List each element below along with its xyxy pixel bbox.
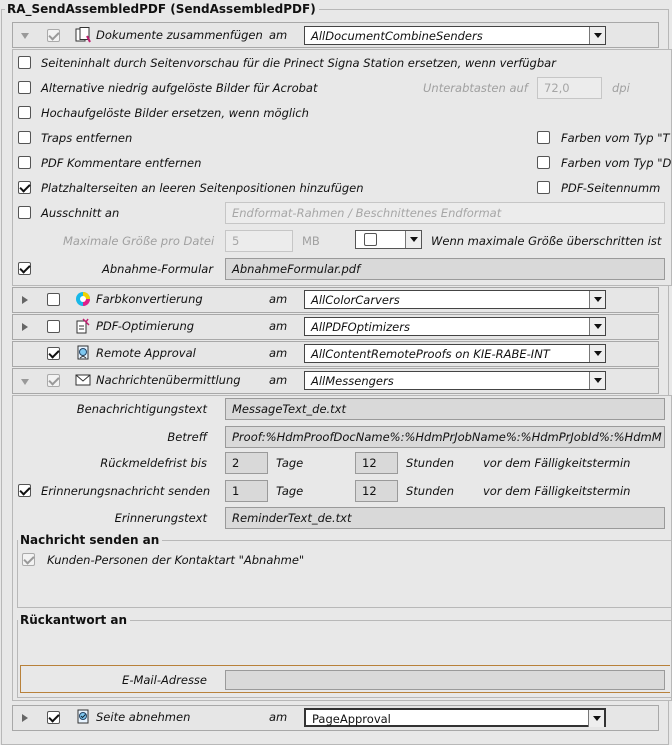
sampling-input[interactable]: 72,0 bbox=[537, 77, 602, 99]
opt-crop-label: Ausschnitt an bbox=[41, 206, 120, 220]
send-to-customer-label: Kunden-Personen der Kontaktart "Abnahme" bbox=[47, 553, 305, 567]
crop-field[interactable]: Endformat-Rahmen / Beschnittenes Endformat bbox=[225, 202, 665, 224]
envelope-icon bbox=[75, 372, 91, 388]
window-title: RA_SendAssembledPDF (SendAssembledPDF) bbox=[5, 2, 319, 16]
color-am-label: am bbox=[269, 292, 288, 306]
section-remote-header bbox=[12, 341, 659, 367]
chevron-down-icon[interactable] bbox=[589, 318, 605, 335]
maxsize-input[interactable]: 5 bbox=[225, 230, 293, 252]
reminder-label: Erinnerungsnachricht senden bbox=[41, 484, 211, 498]
maxsize-unit: MB bbox=[302, 234, 320, 248]
collapse-arrow-icon[interactable] bbox=[21, 379, 29, 385]
page-dropdown[interactable]: PageApproval bbox=[304, 708, 606, 727]
msg-enable-checkbox[interactable] bbox=[47, 374, 60, 387]
color-enable-checkbox[interactable] bbox=[47, 293, 60, 306]
opt-preview-label: Seiteninhalt durch Seitenvorschau für die Prinect Signa Station ersetzen, wenn verfügbar bbox=[41, 56, 556, 70]
pdf-optimize-icon bbox=[75, 318, 91, 334]
opt-comments-label: PDF Kommentare entfernen bbox=[41, 156, 202, 170]
notif-field[interactable]: MessageText_de.txt bbox=[225, 398, 665, 420]
pdfopt-dropdown[interactable]: AllPDFOptimizers bbox=[304, 317, 606, 336]
form-label: Abnahme-Formular bbox=[102, 262, 214, 276]
doc-section-label: Dokumente zusammenfügen bbox=[96, 28, 263, 42]
msg-am-label: am bbox=[269, 373, 288, 387]
deadline-days-input[interactable]: 2 bbox=[225, 452, 268, 474]
remote-enable-checkbox[interactable] bbox=[47, 347, 60, 360]
opt-lowres-checkbox[interactable] bbox=[18, 81, 31, 94]
sampling-label: Unterabtasten auf bbox=[423, 81, 528, 95]
maxsize-label: Maximale Größe pro Datei bbox=[63, 234, 215, 248]
form-field[interactable]: AbnahmeFormular.pdf bbox=[225, 258, 665, 280]
reply-to-title: Rückantwort an bbox=[18, 613, 130, 627]
expand-arrow-icon[interactable] bbox=[22, 296, 28, 304]
opt-pagenum-label: PDF-Seitennumm bbox=[561, 181, 661, 195]
section-msg-header bbox=[12, 368, 659, 394]
exceed-label: Wenn maximale Größe überschritten ist bbox=[431, 234, 662, 248]
chevron-down-icon[interactable] bbox=[589, 372, 605, 389]
opt-colors-d-checkbox[interactable] bbox=[537, 156, 550, 169]
doc-am-label: am bbox=[269, 28, 288, 42]
opt-colors-d-label: Farben vom Typ "D bbox=[561, 156, 672, 170]
section-pdfopt-header bbox=[12, 314, 659, 340]
expand-arrow-icon[interactable] bbox=[22, 323, 28, 331]
remote-section-label: Remote Approval bbox=[96, 346, 196, 360]
pdfopt-section-label: PDF-Optimierung bbox=[96, 319, 195, 333]
chevron-down-icon[interactable] bbox=[405, 231, 421, 248]
sampling-unit: dpi bbox=[612, 81, 630, 95]
deadline-label: Rückmeldefrist bis bbox=[100, 456, 207, 470]
collapse-arrow-icon[interactable] bbox=[21, 33, 29, 39]
subject-label: Betreff bbox=[167, 430, 207, 444]
deadline-before-label: vor dem Fälligkeitstermin bbox=[483, 456, 631, 470]
remtext-label: Erinnerungstext bbox=[114, 511, 207, 525]
exceed-dropdown[interactable] bbox=[355, 230, 422, 249]
opt-colors-t-label: Farben vom Typ "T bbox=[561, 131, 670, 145]
chevron-down-icon[interactable] bbox=[589, 291, 605, 308]
opt-comments-checkbox[interactable] bbox=[18, 156, 31, 169]
opt-colors-t-checkbox[interactable] bbox=[537, 131, 550, 144]
color-wheel-icon bbox=[75, 291, 91, 307]
reminder-days-unit: Tage bbox=[276, 484, 304, 498]
opt-lowres-label: Alternative niedrig aufgelöste Bilder für Acrobat bbox=[41, 81, 318, 95]
reminder-hours-unit: Stunden bbox=[406, 484, 455, 498]
doc-combiner-dropdown[interactable]: AllDocumentCombineSenders bbox=[304, 26, 606, 45]
send-to-group bbox=[17, 540, 672, 608]
msg-section-label: Nachrichtenübermittlung bbox=[96, 373, 241, 387]
chevron-down-icon[interactable] bbox=[589, 345, 605, 362]
opt-crop-checkbox[interactable] bbox=[18, 206, 31, 219]
reminder-before-label: vor dem Fälligkeitstermin bbox=[483, 484, 631, 498]
remote-approval-icon bbox=[75, 345, 91, 361]
subject-field[interactable]: Proof:%HdmProofDocName%:%HdmPrJobName%:%HdmPrJobId%:%HdmM bbox=[225, 426, 665, 448]
pdfopt-enable-checkbox[interactable] bbox=[47, 320, 60, 333]
opt-form-checkbox[interactable] bbox=[18, 262, 31, 275]
deadline-hours-input[interactable]: 12 bbox=[355, 452, 398, 474]
page-am-label: am bbox=[269, 710, 288, 724]
section-doc-header bbox=[12, 22, 659, 48]
reminder-hours-input[interactable]: 12 bbox=[355, 480, 398, 502]
reminder-checkbox[interactable] bbox=[18, 484, 31, 497]
remtext-field[interactable]: ReminderText_de.txt bbox=[225, 507, 665, 529]
remote-am-label: am bbox=[269, 346, 288, 360]
exceed-checkbox[interactable] bbox=[364, 233, 377, 246]
pdfopt-am-label: am bbox=[269, 319, 288, 333]
opt-hires-checkbox[interactable] bbox=[18, 106, 31, 119]
opt-placeholder-label: Platzhalterseiten an leeren Seitenpositionen hinzufügen bbox=[41, 181, 364, 195]
document-merge-icon bbox=[75, 27, 91, 43]
opt-hires-label: Hochaufgelöste Bilder ersetzen, wenn möglich bbox=[41, 106, 309, 120]
email-input[interactable] bbox=[225, 670, 665, 690]
msg-dropdown[interactable]: AllMessengers bbox=[304, 371, 606, 390]
opt-preview-checkbox[interactable] bbox=[18, 56, 31, 69]
doc-enable-checkbox[interactable] bbox=[47, 29, 60, 42]
notif-label: Benachrichtigungstext bbox=[76, 402, 207, 416]
send-to-customer-checkbox[interactable] bbox=[22, 553, 35, 566]
section-color-header bbox=[12, 287, 659, 313]
chevron-down-icon[interactable] bbox=[588, 710, 604, 727]
opt-pagenum-checkbox[interactable] bbox=[537, 181, 550, 194]
remote-dropdown[interactable]: AllContentRemoteProofs on KIE-RABE-INT bbox=[304, 344, 606, 363]
section-page-header bbox=[12, 705, 659, 731]
send-to-title: Nachricht senden an bbox=[18, 533, 162, 547]
color-section-label: Farbkonvertierung bbox=[96, 292, 203, 306]
page-enable-checkbox[interactable] bbox=[47, 711, 60, 724]
opt-placeholder-checkbox[interactable] bbox=[18, 181, 31, 194]
reminder-days-input[interactable]: 1 bbox=[225, 480, 268, 502]
expand-arrow-icon[interactable] bbox=[22, 714, 28, 722]
opt-traps-label: Traps entfernen bbox=[41, 131, 133, 145]
deadline-hours-unit: Stunden bbox=[406, 456, 455, 470]
color-dropdown[interactable]: AllColorCarvers bbox=[304, 290, 606, 309]
page-section-label: Seite abnehmen bbox=[96, 710, 191, 724]
page-approval-icon bbox=[75, 709, 91, 725]
opt-traps-checkbox[interactable] bbox=[18, 131, 31, 144]
chevron-down-icon[interactable] bbox=[589, 27, 605, 44]
deadline-days-unit: Tage bbox=[276, 456, 304, 470]
email-label: E-Mail-Adresse bbox=[122, 673, 207, 687]
